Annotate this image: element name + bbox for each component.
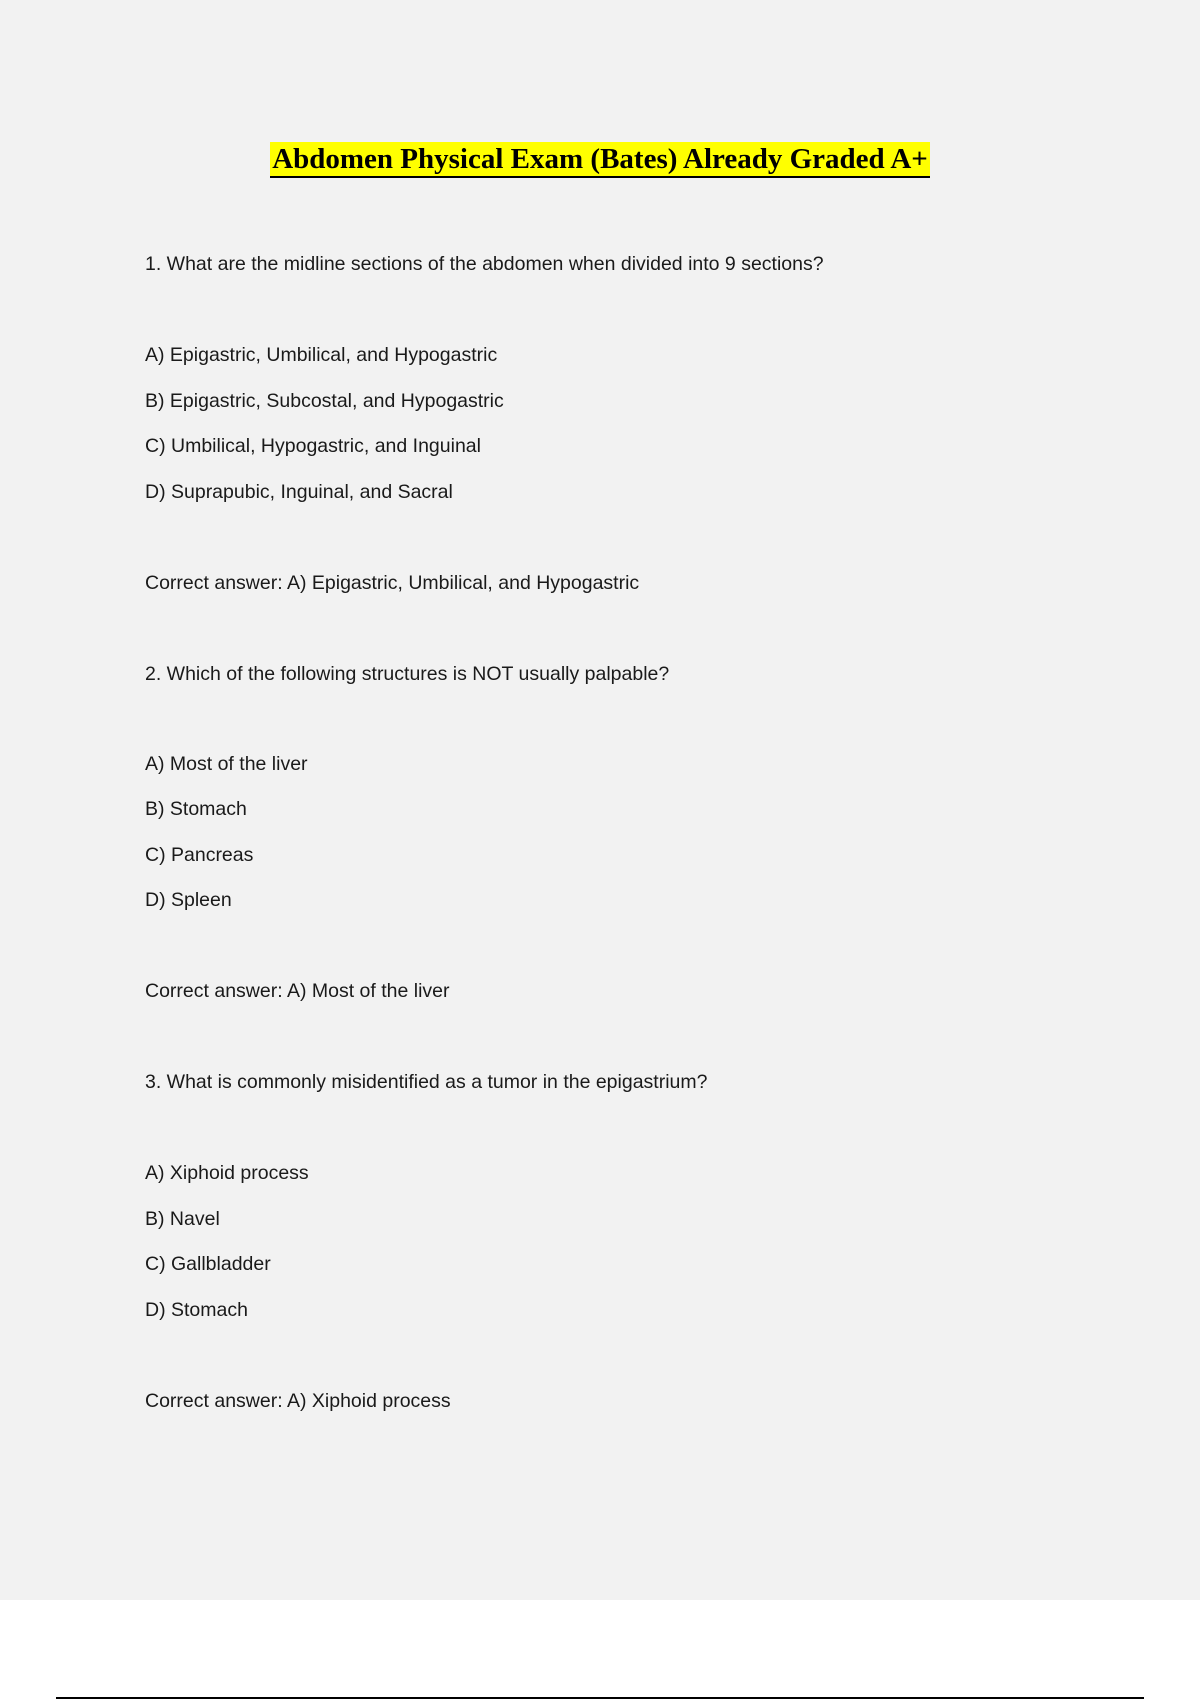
question-1-option-d: D) Suprapubic, Inguinal, and Sacral [145,481,453,503]
question-2-option-c: C) Pancreas [145,844,254,866]
question-1-text: 1. What are the midline sections of the abdomen when divided into 9 sections? [145,253,824,275]
question-1-option-b: B) Epigastric, Subcostal, and Hypogastric [145,390,504,412]
question-2-text: 2. Which of the following structures is NOT usually palpable? [145,663,670,685]
question-1-option-c: C) Umbilical, Hypogastric, and Inguinal [145,435,481,457]
title-container [0,142,1200,178]
question-2-option-a: A) Most of the liver [145,753,308,775]
question-3-option-a: A) Xiphoid process [145,1162,309,1184]
question-3-option-b: B) Navel [145,1208,220,1230]
question-1-option-a: A) Epigastric, Umbilical, and Hypogastric [145,344,498,366]
question-3-option-d: D) Stomach [145,1299,248,1321]
question-2-option-b: B) Stomach [145,798,247,820]
question-3-answer: Correct answer: A) Xiphoid process [145,1390,451,1412]
question-1-answer: Correct answer: A) Epigastric, Umbilical, and Hypogastric [145,572,640,594]
question-3-option-c: C) Gallbladder [145,1253,271,1275]
question-2-option-d: D) Spleen [145,889,232,911]
question-3-text: 3. What is commonly misidentified as a tumor in the epigastrium? [145,1071,708,1093]
document-title: Abdomen Physical Exam (Bates) Already Graded A+ [270,142,930,178]
question-2-answer: Correct answer: A) Most of the liver [145,980,450,1002]
bottom-divider [56,1697,1144,1699]
